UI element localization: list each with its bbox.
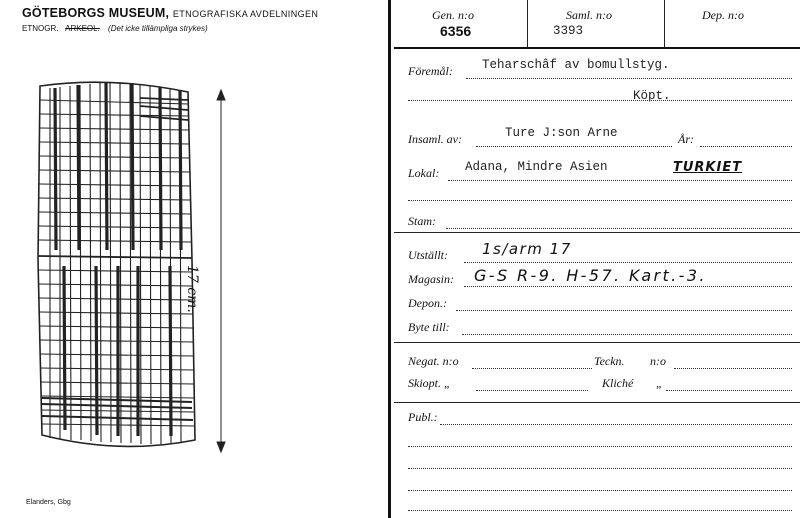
museum-name: GÖTEBORGS MUSEUM, [22, 6, 170, 20]
lokal-value: Adana, Mindre Asien [465, 160, 608, 174]
negat-line [472, 368, 592, 369]
gen-no-value: 6356 [440, 23, 472, 39]
section-divider-1 [394, 232, 800, 233]
department-options [22, 24, 208, 33]
skiopt-label: Skiopt. „ [408, 376, 451, 390]
magasin-label: Magasin: [408, 272, 454, 286]
magasin-line [464, 286, 792, 287]
skiopt-line [476, 390, 588, 391]
foremal-label: Föremål: [408, 64, 453, 78]
card-left-border [388, 0, 391, 518]
insaml-line [476, 146, 672, 147]
publ-line-4 [408, 490, 792, 491]
header-col-divider-2 [664, 0, 665, 47]
stam-line [446, 228, 792, 229]
measurement-label: 17 cm. [184, 265, 200, 313]
byte-label: Byte till: [408, 320, 450, 334]
stam-label: Stam: [408, 214, 436, 228]
printer-imprint: Elanders, Gbg [26, 499, 71, 506]
strike-instruction: (Det icke tillämpliga strykes) [108, 24, 208, 33]
ar-line [700, 146, 792, 147]
depon-label: Depon.: [408, 296, 447, 310]
foremal-value: Teharschâf av bomullstyg. [482, 58, 670, 72]
utstallt-value: 1s/arm 17 [482, 240, 572, 258]
gen-no-label: Gen. n:o [432, 8, 474, 22]
saml-no-value: 3393 [553, 24, 584, 38]
lokal-country: TURKIET [673, 160, 743, 175]
section-divider-3 [394, 402, 800, 403]
teckn-label: Teckn. [594, 354, 625, 368]
lokal-line-2 [408, 200, 792, 201]
arkeol-option: ARKEOL. [65, 24, 100, 33]
insaml-label: Insaml. av: [408, 132, 462, 146]
museum-heading [22, 6, 318, 20]
etnogr-option: ETNOGR. [22, 24, 59, 33]
cliche-label: Kliché [602, 376, 634, 390]
magasin-value: G-S R-9. H-57. Kart.-3. [474, 266, 707, 285]
header-divider [394, 47, 800, 49]
publ-line-1 [440, 424, 792, 425]
section-divider-2 [394, 342, 800, 343]
publ-line-3 [408, 468, 792, 469]
department-name: ETNOGRAFISKA AVDELNINGEN [172, 9, 319, 19]
utstallt-label: Utställt: [408, 248, 449, 262]
dep-no-label: Dep. n:o [702, 8, 744, 22]
teckn-line [674, 368, 792, 369]
publ-label: Publ.: [408, 410, 438, 424]
teckn-no-label: n:o [650, 354, 666, 368]
publ-line-5 [408, 510, 792, 511]
saml-no-label: Saml. n:o [566, 8, 612, 22]
negat-label: Negat. n:o [408, 354, 459, 368]
cliche-quote: „ [656, 376, 663, 390]
foremal-line [466, 78, 792, 79]
lokal-line [448, 180, 792, 181]
header-col-divider-1 [527, 0, 528, 47]
ar-label: År: [678, 132, 694, 146]
lokal-label: Lokal: [408, 166, 440, 180]
foremal-line-2 [408, 100, 792, 101]
publ-line-2 [408, 446, 792, 447]
utstallt-line [464, 262, 792, 263]
depon-line [456, 310, 792, 311]
byte-line [462, 334, 792, 335]
foremal-value-2: Köpt. [633, 89, 671, 103]
insaml-value: Ture J:son Arne [505, 126, 618, 140]
textile-drawing [20, 70, 240, 470]
cliche-line [666, 390, 792, 391]
